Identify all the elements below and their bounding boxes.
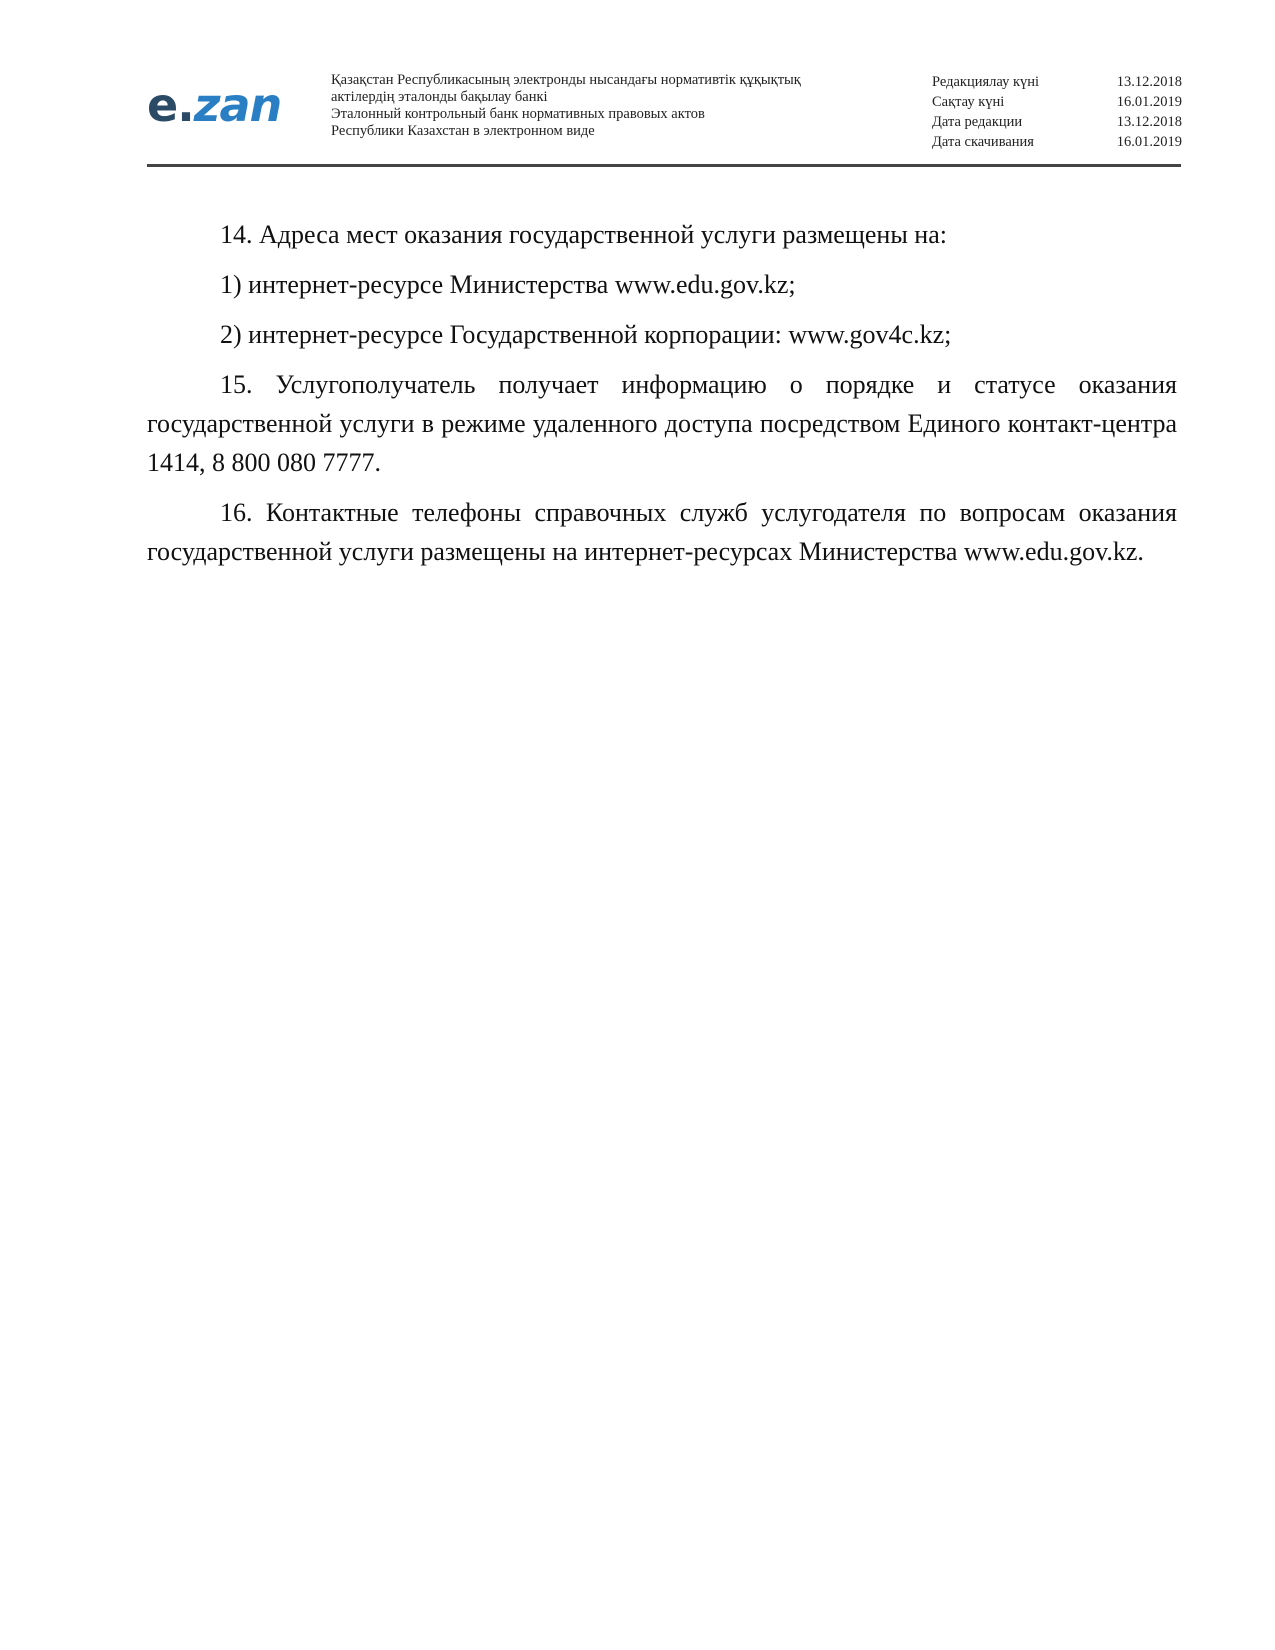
description-line: актілердің эталонды бақылау банкі bbox=[331, 89, 548, 105]
meta-label: Дата скачивания bbox=[932, 134, 1034, 150]
meta-value: 16.01.2019 bbox=[1116, 94, 1182, 110]
meta-value: 16.01.2019 bbox=[1116, 134, 1182, 150]
header-divider bbox=[147, 164, 1181, 167]
document-body bbox=[147, 215, 1177, 582]
meta-row-download-date-ru bbox=[932, 132, 1182, 152]
meta-value: 13.12.2018 bbox=[1116, 74, 1182, 90]
paragraph-14: 14. Адреса мест оказания государственной услуги размещены на: bbox=[220, 220, 947, 249]
meta-label: Дата редакции bbox=[932, 114, 1023, 130]
header-description bbox=[331, 72, 891, 140]
logo-zan: zan bbox=[193, 78, 282, 132]
meta-row-save-date-kz bbox=[932, 92, 1182, 112]
paragraph-15: 15. Услугополучатель получает информацию о порядке и статусе оказания государственной услуги в режиме удаленного доступа посредством Единого контакт-центра 1414, 8 800 080 7777. bbox=[147, 370, 1177, 477]
description-line: Эталонный контрольный банк нормативных правовых актов bbox=[331, 106, 705, 122]
ezan-logo bbox=[147, 78, 282, 132]
meta-label: Редакциялау күні bbox=[932, 74, 1040, 90]
meta-label: Сақтау күні bbox=[932, 94, 1005, 110]
logo-e: e bbox=[147, 78, 178, 132]
meta-row-edit-date-kz bbox=[932, 72, 1182, 92]
meta-row-edit-date-ru bbox=[932, 112, 1182, 132]
header-meta bbox=[932, 72, 1182, 152]
meta-value: 13.12.2018 bbox=[1116, 114, 1182, 130]
description-line: Қазақстан Республикасының электронды нысандағы нормативтік құқықтық bbox=[331, 72, 801, 88]
paragraph-14-item-1: 1) интернет-ресурсе Министерства www.edu.gov.kz; bbox=[220, 270, 796, 299]
logo-dot: . bbox=[177, 78, 194, 132]
page-header bbox=[147, 68, 1182, 164]
paragraph-14-item-2: 2) интернет-ресурсе Государственной корпорации: www.gov4c.kz; bbox=[220, 320, 952, 349]
description-line: Республики Казахстан в электронном виде bbox=[331, 123, 595, 139]
paragraph-16: 16. Контактные телефоны справочных служб услугодателя по вопросам оказания государственной услуги размещены на интернет-ресурсах Министерства www.edu.gov.kz. bbox=[147, 498, 1177, 566]
